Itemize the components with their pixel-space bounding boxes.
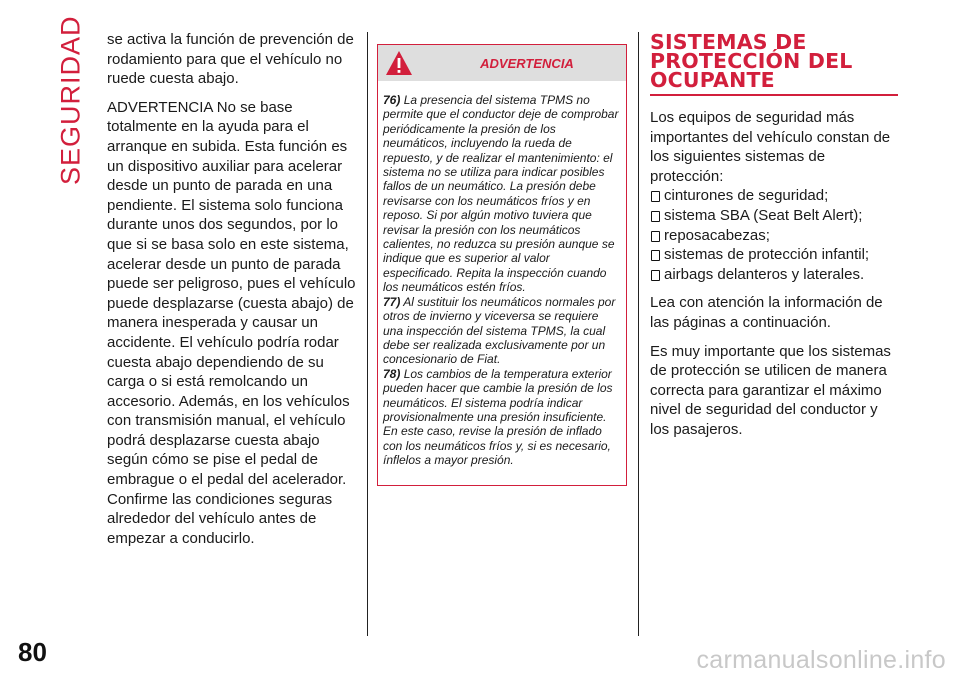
- checkbox-bullet-icon: [651, 191, 660, 202]
- column-divider: [367, 32, 368, 636]
- list-item-text: sistemas de protección infantil;: [664, 246, 870, 264]
- section-tab: SEGURIDAD: [55, 15, 86, 185]
- note-number: 78): [383, 366, 401, 381]
- checkbox-bullet-icon: [651, 231, 660, 242]
- note-text: Los cambios de la temperatura exterior pueden hacer que cambie la presión de los neumáticos. El sistema podría indicar provisionalmente una presión insuficiente. En este caso, revise la presión de inflado con los neumáticos fríos y, si es necesario, ínflelos a mayor presión.: [383, 366, 613, 468]
- list-item: [650, 265, 900, 285]
- paragraph: Lea con atención la información de las páginas a continuación.: [650, 294, 883, 331]
- list-item-text: reposacabezas;: [664, 226, 770, 244]
- list-item: [650, 245, 900, 265]
- warning-note: [383, 93, 621, 295]
- intro-paragraph: Los equipos de seguridad más importantes del vehículo constan de los siguientes sistemas de protección:: [650, 109, 891, 185]
- checkbox-bullet-icon: [651, 211, 660, 222]
- note-text: La presencia del sistema TPMS no permite que el conductor deje de comprobar periódicamente la presión de los neumáticos, incluyendo la rueda de repuesto, y de realizar el mantenimiento: el sistema no se utiliza para indicar posibles fallos de un neumático. La presión debe revisarse con los neumáticos fríos y en reposo. Si por algún motivo tuviera que revisar la presión con los neumáticos calientes, no reduzca su presión aunque se indique que es superior al valor especificado. Repita la inspección cuando los neumáticos estén fríos.: [383, 93, 619, 295]
- warning-title: ADVERTENCIA: [480, 56, 574, 71]
- section-heading: [650, 30, 900, 92]
- warning-triangle-icon: [385, 49, 413, 77]
- page-number: 80: [18, 637, 47, 667]
- paragraph: Es muy importante que los sistemas de protección se utilicen de manera correcta para garantizar el máximo nivel de seguridad del conductor y los pasajeros.: [650, 342, 891, 438]
- list-item: [650, 226, 900, 246]
- paragraph: se activa la función de prevención de rodamiento para que el vehículo no ruede cuesta abajo.: [107, 31, 354, 88]
- watermark: carmanualsonline.info: [696, 646, 946, 674]
- protection-list: [650, 186, 900, 284]
- note-number: 77): [383, 294, 401, 309]
- paragraph: ADVERTENCIA No se base totalmente en la ayuda para el arranque en subida. Esta función es un dispositivo auxiliar para acelerar desde un punto de parada en una pendiente. El sistema solo funciona durante unos dos segundos, por lo que si se basa solo en este sistema, acelerar desde un punto de parada puede ser peligroso, pues el vehículo puede desplazarse (cuesta abajo) de manera inesperada y causar un accidente. El vehículo podría rodar cuesta abajo dependiendo de su carga o si está remolcando un accesorio. Además, en los vehículos con transmisión manual, el vehículo podrá desplazarse cuesta abajo según cómo se pise el pedal de embrague o el pedal del acelerador. Confirme las condiciones seguras alrededor del vehículo antes de empezar a conducirlo.: [107, 98, 356, 547]
- list-item-text: sistema SBA (Seat Belt Alert);: [664, 206, 863, 224]
- list-item: [650, 206, 900, 226]
- note-number: 76): [383, 93, 401, 107]
- column-3: [650, 30, 900, 449]
- list-item-text: airbags delanteros y laterales.: [664, 265, 865, 283]
- warning-note: [383, 295, 621, 367]
- note-text: Al sustituir los neumáticos normales por otros de invierno y viceversa se requiere una inspección del sistema TPMS, la cual debe ser realizada exclusivamente por un concesionario de Fiat.: [383, 294, 616, 367]
- column-divider: [638, 32, 639, 636]
- heading-rule: [650, 94, 898, 96]
- checkbox-bullet-icon: [651, 250, 660, 261]
- warning-box: [377, 44, 627, 486]
- list-item-text: cinturones de seguridad;: [664, 187, 829, 205]
- heading-line: SISTEMAS DE: [650, 30, 807, 54]
- warning-note: [383, 367, 621, 468]
- heading-line: PROTECCIÓN DEL: [650, 49, 853, 73]
- list-item: [650, 186, 900, 206]
- warning-body: [378, 81, 626, 468]
- checkbox-bullet-icon: [651, 270, 660, 281]
- warning-header: [378, 45, 626, 81]
- column-1: [107, 30, 357, 557]
- heading-line: OCUPANTE: [650, 68, 775, 92]
